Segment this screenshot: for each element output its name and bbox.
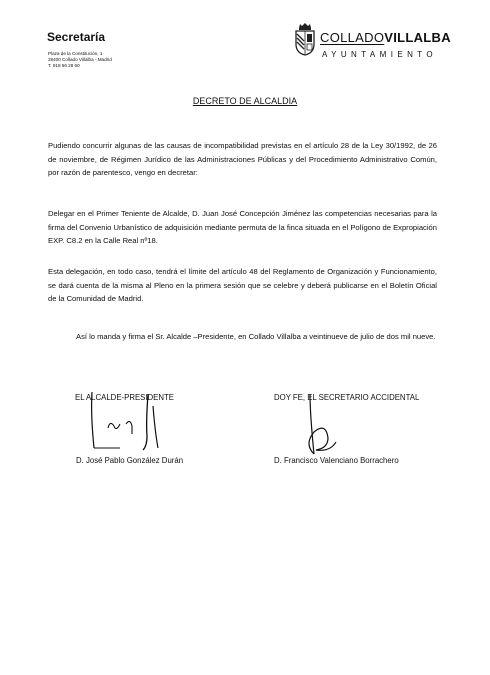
address-line: T. 918 56 28 60 <box>48 63 80 68</box>
logo-subtitle: AYUNTAMIENTO <box>322 50 438 59</box>
paragraph-signing: Así lo manda y firma el Sr. Alcalde –Presidente, en Collado Villalba a veintinueve de julio de dos mil nueve. <box>76 332 436 341</box>
document-title-text: DECRETO DE ALCALDIA <box>192 96 298 106</box>
address-block <box>48 51 112 69</box>
mayor-name: D. José Pablo González Durán <box>76 456 184 465</box>
address-line: Plaza de la Constitución, 1 <box>48 51 103 56</box>
logo-part-villalba: VILLALBA <box>384 30 451 45</box>
paragraph-limits: Esta delegación, en todo caso, tendrá el límite del artículo 48 del Reglamento de Organización y Funcionamiento, se dará cuenta de la misma al Pleno en la primera sesión que se celebre y deberá publicarse en el Boletín Oficial de la Comunidad de Madrid. <box>48 267 437 304</box>
paragraph-incompatibility: Pudiendo concurrir algunas de las causas de incompatibilidad previstas en el artículo 28 de la Ley 30/1992, de 26 de noviembre, de Régimen Jurídico de las Administraciones Públicas y del Procedimiento Administrativo Común, por razón de parentesco, vengo en decretar: <box>48 141 437 178</box>
coat-of-arms-icon <box>294 22 316 56</box>
mayor-signature-heading: EL ALCALDE-PRESIDENTE <box>75 393 174 402</box>
department-title: Secretaría <box>47 30 106 44</box>
secretary-name: D. Francisco Valenciano Borrachero <box>274 456 399 465</box>
secretary-signature-heading: DOY FE, EL SECRETARIO ACCIDENTAL <box>274 393 420 402</box>
mayor-handwritten-signature <box>80 388 180 463</box>
paragraph-delegation: Delegar en el Primer Teniente de Alcalde, D. Juan José Concepción Jiménez las competencias necesarias para la firma del Convenio Urbanístico de adquisición mediante permuta de la finca situada en el Polígono de Expropiación EXP. C8.2 en la Calle Real nº18. <box>48 209 437 246</box>
document-title <box>0 96 490 106</box>
municipality-logo-text <box>320 30 451 45</box>
address-line: 28400 Collado Villalba - Madrid <box>48 57 112 62</box>
logo-part-collado: COLLADO <box>320 30 385 45</box>
